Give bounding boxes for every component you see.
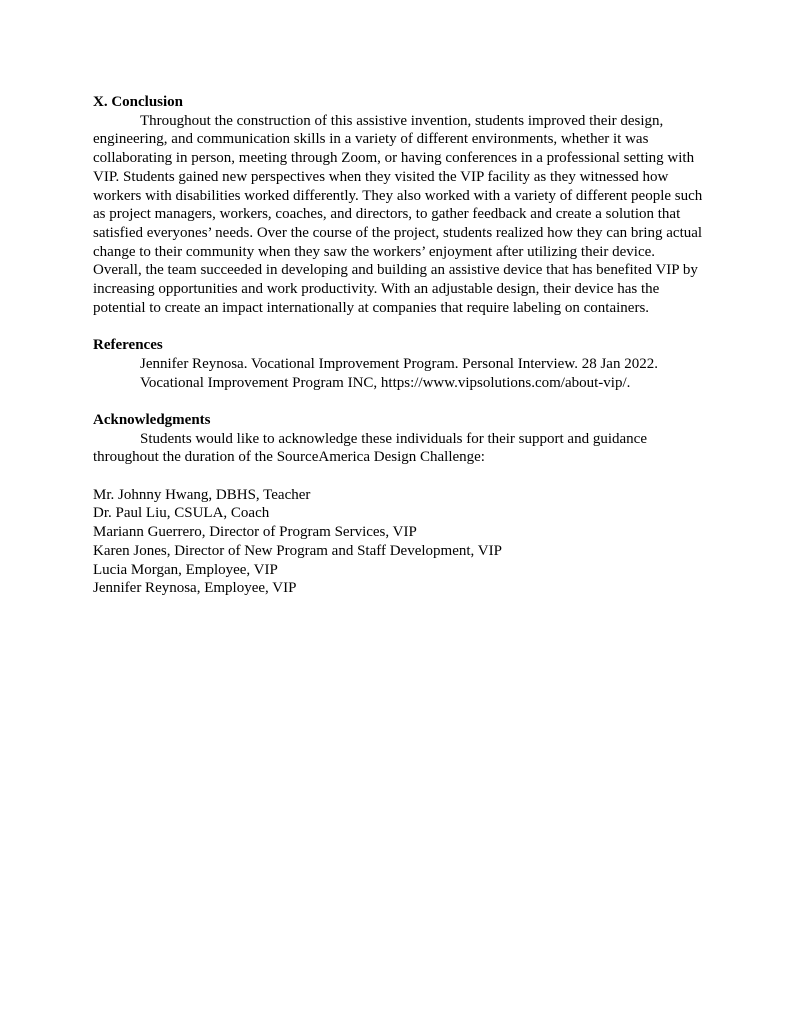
references-section	[93, 336, 705, 392]
acknowledged-person: Karen Jones, Director of New Program and Staff Development, VIP	[93, 542, 502, 559]
reference-item: Jennifer Reynosa. Vocational Improvement Program. Personal Interview. 28 Jan 2022.	[140, 355, 658, 372]
acknowledged-person: Lucia Morgan, Employee, VIP	[93, 561, 278, 578]
section-spacer	[93, 392, 705, 411]
acknowledgments-section	[93, 411, 705, 598]
acknowledged-person: Mr. Johnny Hwang, DBHS, Teacher	[93, 486, 311, 503]
reference-item: Vocational Improvement Program INC, https://www.vipsolutions.com/about-vip/.	[140, 374, 631, 391]
acknowledgments-paragraph: Students would like to acknowledge these individuals for their support and guidance throughout the duration of the SourceAmerica Design Challenge:	[93, 430, 647, 466]
acknowledged-person: Mariann Guerrero, Director of Program Services, VIP	[93, 524, 417, 541]
document-page	[93, 93, 705, 598]
conclusion-section	[93, 93, 705, 317]
acknowledgments-heading: Acknowledgments	[93, 411, 211, 428]
acknowledged-person: Jennifer Reynosa, Employee, VIP	[93, 580, 297, 597]
conclusion-paragraph: Throughout the construction of this assistive invention, students improved their design, engineering, and communication skills in a variety of different environments, whether it was collaborating in person, meeting through Zoom, or having conferences in a professional setting with VIP. Students gained new perspectives when they visited the VIP facility as they witnessed how workers with disabilities worked differently. They also worked with a variety of different people such as project managers, workers, coaches, and directors, to gather feedback and create a solution that satisfied everyones’ needs. Over the course of the project, students realized how they can bring actual change to their community when they saw the workers’ enjoyment after utilizing their device. Overall, the team succeeded in developing and building an assistive device that has benefited VIP by increasing opportunities and work productivity. With an adjustable design, their device has the potential to create an impact internationally at companies that require labeling on containers.	[93, 112, 703, 316]
acknowledged-person: Dr. Paul Liu, CSULA, Coach	[93, 505, 270, 522]
references-heading: References	[93, 337, 163, 354]
conclusion-heading: X. Conclusion	[93, 94, 184, 110]
list-spacer	[93, 467, 705, 486]
section-spacer	[93, 317, 705, 336]
